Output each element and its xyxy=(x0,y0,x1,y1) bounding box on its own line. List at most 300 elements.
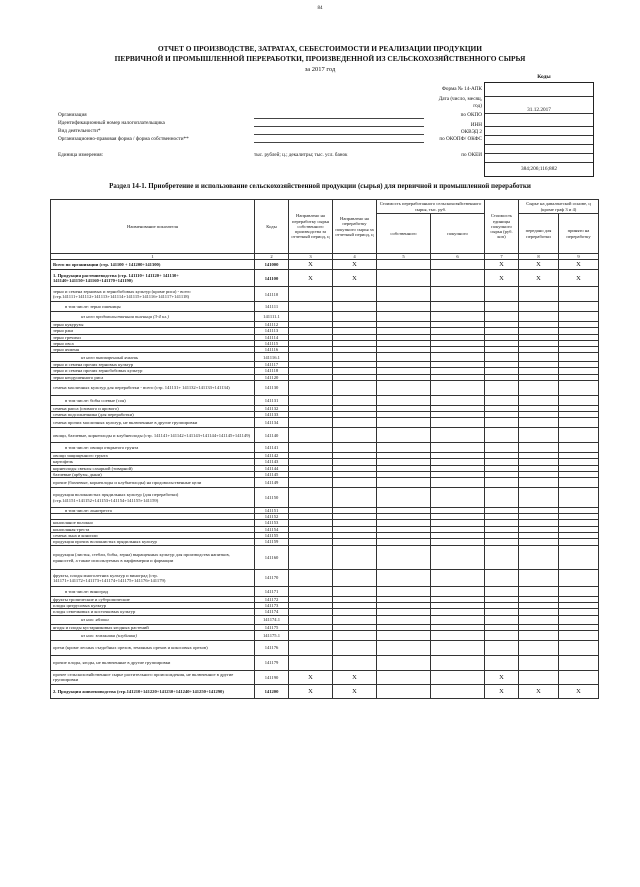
value-cell-c9[interactable] xyxy=(559,488,599,508)
header-name: Наименование показателя xyxy=(51,200,255,254)
value-cell-c7[interactable] xyxy=(485,302,519,312)
row-name: конопляная треста xyxy=(51,526,255,532)
value-cell-c3[interactable] xyxy=(289,312,333,322)
codes-okei-value: 384;206;116;882 xyxy=(521,166,557,172)
row-name: зерно кукурузы xyxy=(51,322,255,328)
value-cell-c4[interactable] xyxy=(333,630,377,640)
row-code: 141144 xyxy=(255,465,289,471)
value-cell-c4[interactable] xyxy=(333,539,377,546)
value-cell-c5[interactable] xyxy=(377,640,431,655)
value-cell-c4[interactable] xyxy=(333,312,377,322)
value-cell-c7[interactable] xyxy=(485,615,519,624)
cell-mark: X xyxy=(559,270,599,287)
value-cell-c6[interactable] xyxy=(431,478,485,488)
value-cell-c7[interactable] xyxy=(485,353,519,362)
row-name: овощи защищенного грунта xyxy=(51,453,255,459)
legal-form-field[interactable] xyxy=(254,142,424,143)
value-cell-c3[interactable] xyxy=(289,488,333,508)
row-code: 141171 xyxy=(255,587,289,597)
value-cell-c9[interactable] xyxy=(559,546,599,570)
date-label-line-2: год) xyxy=(473,103,482,109)
okei-label: по ОКЕИ xyxy=(461,152,482,158)
value-cell-c3[interactable] xyxy=(289,380,333,395)
value-cell-c7[interactable] xyxy=(485,488,519,508)
cell-mark: X xyxy=(519,270,559,287)
codes-header: Коды xyxy=(537,74,551,80)
value-cell-c8[interactable] xyxy=(519,418,559,428)
table-row xyxy=(51,546,599,570)
value-cell-c3[interactable] xyxy=(289,418,333,428)
value-cell-c5[interactable] xyxy=(377,587,431,597)
date-label-line-1: Дата (число, месяц, xyxy=(438,96,482,102)
value-cell-c5[interactable] xyxy=(377,395,431,405)
value-cell-c5[interactable] xyxy=(377,655,431,670)
value-cell-c3[interactable] xyxy=(289,428,333,443)
value-cell-c8[interactable] xyxy=(519,670,559,684)
value-cell-c5[interactable] xyxy=(377,418,431,428)
table-row xyxy=(51,587,599,597)
row-code: 141175.1 xyxy=(255,630,289,640)
value-cell-c6[interactable] xyxy=(431,684,485,698)
header-purchased-raw: Направлено на переработку покупного сырья за отчетный период, ц xyxy=(333,200,377,254)
codes-date-value: 31.12.2017 xyxy=(527,106,551,113)
row-code: 141175 xyxy=(255,624,289,630)
value-cell-c5[interactable] xyxy=(377,570,431,587)
cell-mark: X xyxy=(485,260,519,270)
value-cell-c5[interactable] xyxy=(377,270,431,287)
value-cell-c6[interactable] xyxy=(431,570,485,587)
row-code: 141120 xyxy=(255,374,289,380)
value-cell-c7[interactable] xyxy=(485,418,519,428)
column-number: 8 xyxy=(519,254,559,260)
value-cell-c7[interactable] xyxy=(485,546,519,570)
table-row xyxy=(51,640,599,655)
value-cell-c8[interactable] xyxy=(519,302,559,312)
row-name: зерно неодушенного риса xyxy=(51,374,255,380)
row-code: 141111.1 xyxy=(255,312,289,322)
table-row xyxy=(51,353,599,362)
value-cell-c4[interactable] xyxy=(333,615,377,624)
cell-mark: X xyxy=(333,270,377,287)
row-name: Всего по организации (стр. 141100 + 141200+141300) xyxy=(51,260,255,270)
value-cell-c8[interactable] xyxy=(519,443,559,453)
table-row xyxy=(51,380,599,395)
row-name: продукция волокнистых прядильных культур (для переработки) (стр.141151+141152+141153+141154+141155+141159) xyxy=(51,488,255,508)
header-own-raw: Направлено на переработку сырья собственного производства за отчетный период, ц xyxy=(289,200,333,254)
column-number: 9 xyxy=(559,254,599,260)
value-cell-c7[interactable] xyxy=(485,539,519,546)
row-name: зерно гречихи xyxy=(51,334,255,340)
value-cell-c7[interactable] xyxy=(485,630,519,640)
value-cell-c9[interactable] xyxy=(559,428,599,443)
value-cell-c8[interactable] xyxy=(519,287,559,302)
column-number: 7 xyxy=(485,254,519,260)
value-cell-c9[interactable] xyxy=(559,302,599,312)
header-value-purchased: покупного xyxy=(431,214,485,254)
value-cell-c4[interactable] xyxy=(333,287,377,302)
value-cell-c5[interactable] xyxy=(377,260,431,270)
row-name: в том числе: льнотреста xyxy=(51,508,255,514)
row-name: 2. Продукция животноводства (стр.141210+141220+141230+141240+141250+141290) xyxy=(51,684,255,698)
value-cell-c3[interactable] xyxy=(289,630,333,640)
value-cell-c6[interactable] xyxy=(431,615,485,624)
row-code: 141142 xyxy=(255,453,289,459)
value-cell-c7[interactable] xyxy=(485,655,519,670)
row-code: 141130 xyxy=(255,380,289,395)
value-cell-c8[interactable] xyxy=(519,546,559,570)
value-cell-c9[interactable] xyxy=(559,418,599,428)
value-cell-c3[interactable] xyxy=(289,302,333,312)
value-cell-c9[interactable] xyxy=(559,287,599,302)
value-cell-c7[interactable] xyxy=(485,570,519,587)
header-value-own: собственного xyxy=(377,214,431,254)
value-cell-c9[interactable] xyxy=(559,587,599,597)
value-cell-c8[interactable] xyxy=(519,630,559,640)
codes-okved-cell[interactable] xyxy=(485,136,593,145)
value-cell-c8[interactable] xyxy=(519,380,559,395)
value-cell-c6[interactable] xyxy=(431,353,485,362)
value-cell-c4[interactable] xyxy=(333,478,377,488)
value-cell-c5[interactable] xyxy=(377,312,431,322)
value-cell-c5[interactable] xyxy=(377,380,431,395)
value-cell-c5[interactable] xyxy=(377,615,431,624)
row-name: плоды цитрусовых культур xyxy=(51,603,255,609)
row-code: 141145 xyxy=(255,471,289,477)
codes-box xyxy=(484,82,594,177)
row-code: 141176 xyxy=(255,640,289,655)
value-cell-c4[interactable] xyxy=(333,655,377,670)
cell-mark: X xyxy=(289,684,333,698)
value-cell-c6[interactable] xyxy=(431,302,485,312)
value-cell-c8[interactable] xyxy=(519,488,559,508)
value-cell-c9[interactable] xyxy=(559,615,599,624)
value-cell-c4[interactable] xyxy=(333,418,377,428)
row-name: зерно овса xyxy=(51,340,255,346)
value-cell-c8[interactable] xyxy=(519,655,559,670)
row-code: 141118 xyxy=(255,368,289,374)
value-cell-c3[interactable] xyxy=(289,587,333,597)
value-cell-c4[interactable] xyxy=(333,395,377,405)
row-code: 141173 xyxy=(255,603,289,609)
page-number: 84 xyxy=(317,6,323,11)
row-name: бахчевые (арбузы, дыни) xyxy=(51,471,255,477)
row-code: 141170 xyxy=(255,570,289,587)
cell-mark: X xyxy=(333,670,377,684)
value-cell-c5[interactable] xyxy=(377,670,431,684)
row-name: картофель xyxy=(51,459,255,465)
value-cell-c7[interactable] xyxy=(485,428,519,443)
codes-okopf-cell[interactable] xyxy=(485,145,593,154)
value-cell-c6[interactable] xyxy=(431,380,485,395)
value-cell-c9[interactable] xyxy=(559,312,599,322)
value-cell-c4[interactable] xyxy=(333,302,377,312)
organization-field[interactable] xyxy=(254,118,424,119)
value-cell-c5[interactable] xyxy=(377,684,431,698)
value-cell-c8[interactable] xyxy=(519,478,559,488)
row-code: 141116 xyxy=(255,347,289,353)
row-name: в том числе: виноград xyxy=(51,587,255,597)
value-cell-c6[interactable] xyxy=(431,443,485,453)
value-cell-c6[interactable] xyxy=(431,418,485,428)
value-cell-c5[interactable] xyxy=(377,478,431,488)
value-cell-c5[interactable] xyxy=(377,630,431,640)
row-code: 141114 xyxy=(255,334,289,340)
row-code: 141110 xyxy=(255,287,289,302)
cell-mark: X xyxy=(289,670,333,684)
column-number: 5 xyxy=(377,254,431,260)
row-name: продукция прочих волокнистых прядильных культур xyxy=(51,539,255,546)
codes-spacer-cell xyxy=(485,154,593,163)
value-cell-c9[interactable] xyxy=(559,395,599,405)
header-tolling-group: Сырье на давальческой основе, ц (кроме граф 3 и 4) xyxy=(519,200,599,214)
header-code: Коды xyxy=(255,200,289,254)
codes-form-cell[interactable] xyxy=(485,83,593,97)
value-cell-c5[interactable] xyxy=(377,287,431,302)
value-cell-c9[interactable] xyxy=(559,640,599,655)
value-cell-c6[interactable] xyxy=(431,287,485,302)
row-name: зерно и семена прочих зерновых культур xyxy=(51,362,255,368)
value-cell-c9[interactable] xyxy=(559,478,599,488)
form-label: Форма № 14-АПК xyxy=(441,86,482,92)
row-name: в том числе: овощи открытого грунта xyxy=(51,443,255,453)
row-name: орехи (кроме лесных съедобных орехов, земляных орехов и кокосовых орехов) xyxy=(51,640,255,655)
row-code: 141140 xyxy=(255,428,289,443)
codes-date-cell[interactable] xyxy=(485,97,593,114)
row-name: конопляное волокно xyxy=(51,520,255,526)
value-cell-c5[interactable] xyxy=(377,302,431,312)
row-name: овощи, бахчевые, корнеплоды и клубнеплоды (стр. 141141+141142+141143+141144+141145+141149) xyxy=(51,428,255,443)
value-cell-c5[interactable] xyxy=(377,539,431,546)
cell-mark: X xyxy=(519,260,559,270)
value-cell-c8[interactable] xyxy=(519,640,559,655)
row-code: 141132 xyxy=(255,405,289,411)
value-cell-c5[interactable] xyxy=(377,546,431,570)
value-cell-c8[interactable] xyxy=(519,539,559,546)
value-cell-c3[interactable] xyxy=(289,640,333,655)
row-code: 141174.1 xyxy=(255,615,289,624)
value-cell-c6[interactable] xyxy=(431,312,485,322)
value-cell-c8[interactable] xyxy=(519,395,559,405)
table-row xyxy=(51,655,599,670)
row-name: из него пивоваренный ячмень xyxy=(51,353,255,362)
value-cell-c4[interactable] xyxy=(333,443,377,453)
row-code: 141116.1 xyxy=(255,353,289,362)
row-code: 141000 xyxy=(255,260,289,270)
row-name: в том числе: зерно пшеницы xyxy=(51,302,255,312)
table-row xyxy=(51,478,599,488)
value-cell-c3[interactable] xyxy=(289,395,333,405)
cell-mark: X xyxy=(289,260,333,270)
value-cell-c8[interactable] xyxy=(519,312,559,322)
value-cell-c6[interactable] xyxy=(431,395,485,405)
row-name: зерно ржи xyxy=(51,328,255,334)
value-cell-c3[interactable] xyxy=(289,546,333,570)
row-code: 141160 xyxy=(255,546,289,570)
header-value-group: Стоимость переработанного сельскохозяйственного сырья, тыс. руб. xyxy=(377,200,485,214)
row-code: 141133 xyxy=(255,412,289,418)
value-cell-c4[interactable] xyxy=(333,570,377,587)
value-cell-c8[interactable] xyxy=(519,587,559,597)
table-row xyxy=(51,428,599,443)
value-cell-c8[interactable] xyxy=(519,428,559,443)
report-title-line-2: ПЕРВИЧНОЙ И ПРОМЫШЛЕННОЙ ПЕРЕРАБОТКИ, ПРОИЗВЕДЕННОЙ ИЗ СЕЛЬСКОХОЗЯЙСТВЕННОГО СЫРЬЯ xyxy=(114,53,526,63)
value-cell-c6[interactable] xyxy=(431,428,485,443)
row-code: 141179 xyxy=(255,655,289,670)
value-cell-c7[interactable] xyxy=(485,587,519,597)
value-cell-c4[interactable] xyxy=(333,488,377,508)
table-row xyxy=(51,684,599,698)
value-cell-c5[interactable] xyxy=(377,488,431,508)
value-cell-c6[interactable] xyxy=(431,539,485,546)
value-cell-c6[interactable] xyxy=(431,546,485,570)
row-code: 141113 xyxy=(255,328,289,334)
table-row xyxy=(51,312,599,322)
table-row xyxy=(51,418,599,428)
value-cell-c6[interactable] xyxy=(431,488,485,508)
value-cell-c6[interactable] xyxy=(431,260,485,270)
row-name: корнеплоды свеклы сахарной (товарной) xyxy=(51,465,255,471)
table-row xyxy=(51,630,599,640)
value-cell-c3[interactable] xyxy=(289,655,333,670)
value-cell-c3[interactable] xyxy=(289,539,333,546)
column-number: 3 xyxy=(289,254,333,260)
value-cell-c4[interactable] xyxy=(333,587,377,597)
row-code: 141115 xyxy=(255,340,289,346)
cell-mark: X xyxy=(485,684,519,698)
units-label: Единица измерения: xyxy=(58,152,104,158)
value-cell-c9[interactable] xyxy=(559,630,599,640)
table-row xyxy=(51,443,599,453)
value-cell-c7[interactable] xyxy=(485,443,519,453)
table-row xyxy=(51,615,599,624)
row-name: продукция (листья, стебли, бобы, зерна) выращенных культур для производства напитков, пряностей, а также используемых в парфюмерии и фармации xyxy=(51,546,255,570)
table-row xyxy=(51,302,599,312)
row-name: семена масличных культур для переработки - всего (стр. 141131+ 141132+141133+141134) xyxy=(51,380,255,395)
row-name: в том числе: бобы соевые (соя) xyxy=(51,395,255,405)
row-code: 141172 xyxy=(255,597,289,603)
cell-mark: X xyxy=(289,270,333,287)
okpo-label: по ОКПО xyxy=(460,112,482,118)
row-code: 141111 xyxy=(255,302,289,312)
row-name: семена прочих масличных культур, не включенные в другие группировки xyxy=(51,418,255,428)
row-name: зерно и семена прочих зернобобовых культур xyxy=(51,368,255,374)
value-cell-c9[interactable] xyxy=(559,443,599,453)
row-code: 141152 xyxy=(255,514,289,520)
value-cell-c7[interactable] xyxy=(485,312,519,322)
value-cell-c7[interactable] xyxy=(485,395,519,405)
row-code: 141174 xyxy=(255,609,289,615)
report-title xyxy=(70,44,570,63)
table-row xyxy=(51,287,599,302)
row-code: 141100 xyxy=(255,270,289,287)
value-cell-c9[interactable] xyxy=(559,539,599,546)
value-cell-c7[interactable] xyxy=(485,380,519,395)
row-code: 141112 xyxy=(255,322,289,328)
row-name: прочие (бахчевые, корнеплоды и клубнеплоды) на продовольственные цели xyxy=(51,478,255,488)
value-cell-c6[interactable] xyxy=(431,587,485,597)
value-cell-c6[interactable] xyxy=(431,640,485,655)
value-cell-c5[interactable] xyxy=(377,428,431,443)
value-cell-c4[interactable] xyxy=(333,353,377,362)
value-cell-c6[interactable] xyxy=(431,655,485,670)
value-cell-c3[interactable] xyxy=(289,478,333,488)
tax-id-field[interactable] xyxy=(254,126,424,127)
row-name: семена рапса (озимого и ярового) xyxy=(51,405,255,411)
row-name: зерно ячменя xyxy=(51,347,255,353)
value-cell-c9[interactable] xyxy=(559,655,599,670)
row-code: 141151 xyxy=(255,508,289,514)
row-name: из них: яблоки xyxy=(51,615,255,624)
value-cell-c8[interactable] xyxy=(519,353,559,362)
section-title: Раздел 14-1. Приобретение и использование сельскохозяйственной продукции (сырья) для первичной и промышленной переработки xyxy=(109,182,531,190)
value-cell-c7[interactable] xyxy=(485,287,519,302)
table-row xyxy=(51,260,599,270)
codes-okei-cell[interactable] xyxy=(485,163,593,176)
value-cell-c6[interactable] xyxy=(431,630,485,640)
row-code: 141200 xyxy=(255,684,289,698)
okved-label: ОКВЭД 2 xyxy=(460,129,482,135)
value-cell-c3[interactable] xyxy=(289,570,333,587)
row-code: 141159 xyxy=(255,539,289,546)
row-name: из них: земляника (клубника) xyxy=(51,630,255,640)
codes-inn-cell[interactable] xyxy=(485,127,593,136)
activity-field[interactable] xyxy=(254,134,424,135)
table-row xyxy=(51,539,599,546)
row-name: семена подсолнечника (для переработки) xyxy=(51,412,255,418)
row-name: фрукты, плоды многолетних культур и виноград (стр. 141171+141172+141173+141174+141175+141176+141179) xyxy=(51,570,255,587)
value-cell-c3[interactable] xyxy=(289,287,333,302)
value-cell-c4[interactable] xyxy=(333,428,377,443)
row-code: 141117 xyxy=(255,362,289,368)
value-cell-c8[interactable] xyxy=(519,615,559,624)
row-code: 141141 xyxy=(255,443,289,453)
header-transferred: передано для переработки xyxy=(519,214,559,254)
value-cell-c6[interactable] xyxy=(431,670,485,684)
units-value: тыс. рублей; ц.; декалитры; тыс. усл. банок xyxy=(254,152,348,158)
value-cell-c5[interactable] xyxy=(377,353,431,362)
value-cell-c3[interactable] xyxy=(289,615,333,624)
table-row xyxy=(51,670,599,684)
value-cell-c4[interactable] xyxy=(333,380,377,395)
row-name: зерно и семена зерновых и зернобобовых культур (кроме риса) - всего (стр.141111+141112+141113+141114+141115+141116+141117+141118) xyxy=(51,287,255,302)
value-cell-c3[interactable] xyxy=(289,353,333,362)
value-cell-c9[interactable] xyxy=(559,353,599,362)
value-cell-c7[interactable] xyxy=(485,478,519,488)
table-row xyxy=(51,570,599,587)
value-cell-c3[interactable] xyxy=(289,443,333,453)
value-cell-c5[interactable] xyxy=(377,443,431,453)
cell-mark: X xyxy=(333,260,377,270)
value-cell-c4[interactable] xyxy=(333,546,377,570)
value-cell-c9[interactable] xyxy=(559,670,599,684)
value-cell-c9[interactable] xyxy=(559,380,599,395)
inn-label: ИНН xyxy=(470,122,482,128)
cell-mark: X xyxy=(485,270,519,287)
value-cell-c4[interactable] xyxy=(333,640,377,655)
value-cell-c7[interactable] xyxy=(485,640,519,655)
value-cell-c9[interactable] xyxy=(559,570,599,587)
row-code: 141190 xyxy=(255,670,289,684)
codes-okpo-cell[interactable] xyxy=(485,114,593,128)
okopf-label: по ОКОПФ/ ОКФС xyxy=(439,136,482,142)
tax-id-label: Идентификационный номер налогоплательщика xyxy=(58,120,165,126)
row-name: ягоды и плоды кустарниковых ягодных растений xyxy=(51,624,255,630)
value-cell-c6[interactable] xyxy=(431,270,485,287)
row-name: семена льна и конопли xyxy=(51,532,255,538)
value-cell-c8[interactable] xyxy=(519,570,559,587)
legal-form-label: Организационно-правовая форма / форма собственности** xyxy=(58,136,189,142)
row-name: плоды семечковых и косточковых культур xyxy=(51,609,255,615)
